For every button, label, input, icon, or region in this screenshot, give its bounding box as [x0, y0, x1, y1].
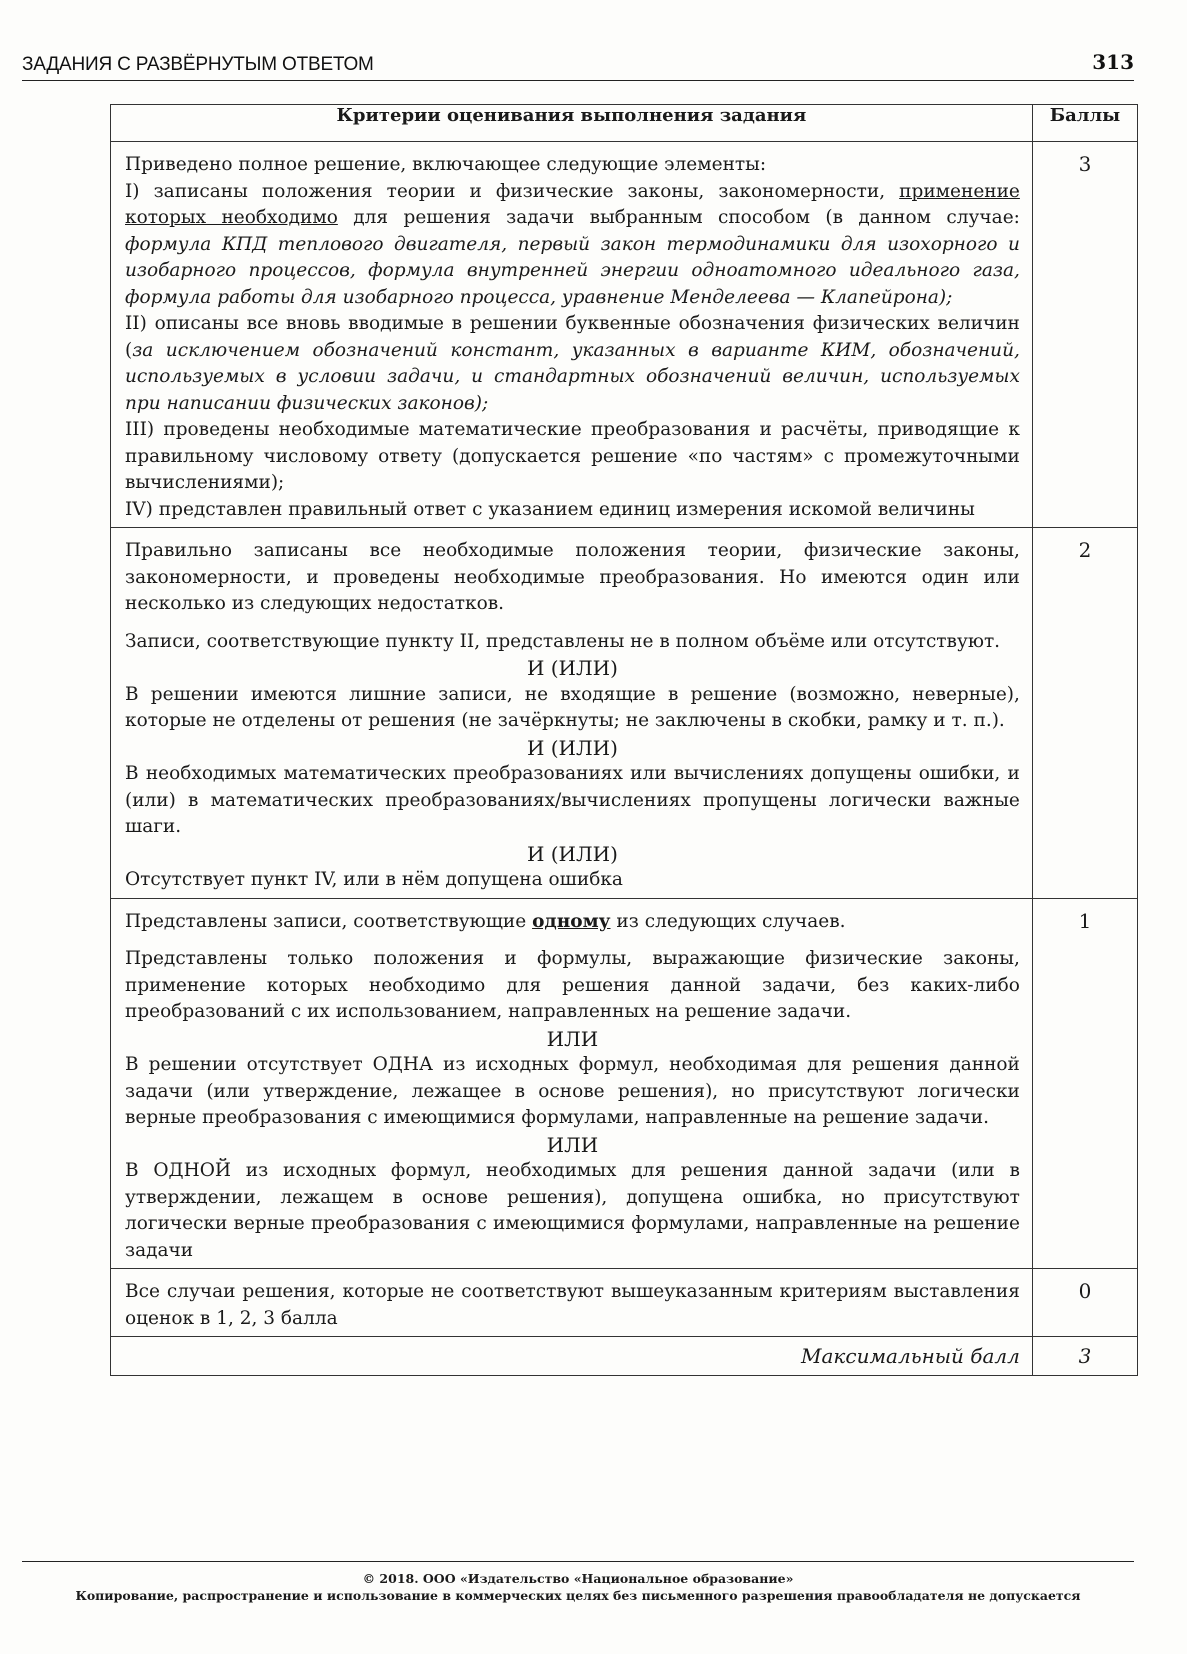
- row1-separator: ИЛИ: [546, 1132, 599, 1157]
- page-number: 313: [1092, 50, 1134, 74]
- points-cell-2: 2: [1032, 528, 1137, 899]
- max-score-row: [111, 1337, 1138, 1376]
- criteria-cell-2: [111, 528, 1033, 899]
- row2-intro: Правильно записаны все необходимые положения теории, физические законы, закономерности, и проведены необходимые преобразования. Но имеются один или несколько из следующих недостатков.: [125, 540, 1020, 614]
- table-row-1: [111, 898, 1138, 1269]
- row3-item-3: III) проведены необходимые математические преобразования и расчёты, приводящие к правильному числовому ответу (допускается решение «по частям» с промежуточными вычислениями);: [125, 419, 1020, 493]
- table-row-0: [111, 1269, 1138, 1337]
- row3-item-1: I) записаны положения теории и физические законы, закономерности, применение которых необходимо для решения задачи выбранным способом (в данном случае: формула КПД теплового двигателя, первый закон термодинамики для изохорного и изобарного процессов, формула внутренней энергии одноатомного идеального газа, формула работы для изобарного процесса, уравнение Менделеева — Клапейрона);: [125, 180, 1020, 308]
- row2-case-3: В необходимых математических преобразованиях или вычислениях допущены ошибки, и (или) в математических преобразованиях/вычислениях пропущены логически важные шаги.: [125, 763, 1020, 837]
- row2-separator: И (ИЛИ): [526, 841, 618, 866]
- points-column-header: Баллы: [1032, 105, 1137, 142]
- row1-case-1: Представлены только положения и формулы, выражающие физические законы, применение которых необходимо для решения данной задачи, без каких-либо преобразований с их использованием, направленных на решение задачи.: [125, 948, 1020, 1022]
- running-title: ЗАДАНИЯ С РАЗВЁРНУТЫМ ОТВЕТОМ: [22, 54, 374, 75]
- row1-intro: Представлены записи, соответствующие одному из следующих случаев.: [125, 910, 846, 932]
- criteria-table: [110, 104, 1138, 1376]
- row2-case-4: Отсутствует пункт IV, или в нём допущена ошибка: [125, 869, 623, 890]
- row2-separator: И (ИЛИ): [526, 656, 618, 680]
- rights-notice: Копирование, распространение и использование в коммерческих целях без письменного разрешения правообладателя не допускается: [75, 1588, 1081, 1603]
- row2-separator: И (ИЛИ): [526, 735, 618, 760]
- max-score-value: 3: [1032, 1337, 1137, 1376]
- criteria-cell-0: [111, 1269, 1033, 1337]
- criteria-cell-3: [111, 142, 1033, 528]
- criteria-column-header: Критерии оценивания выполнения задания: [111, 105, 1033, 142]
- max-score-label: Максимальный балл: [111, 1337, 1033, 1376]
- row0-text: Все случаи решения, которые не соответствуют вышеуказанным критериям выставления оценок в 1, 2, 3 балла: [125, 1281, 1020, 1329]
- page-footer: [22, 1561, 1134, 1604]
- row3-intro: Приведено полное решение, включающее следующие элементы:: [125, 154, 767, 175]
- page-header: [22, 50, 1134, 81]
- row2-case-1: Записи, соответствующие пункту II, представлены не в полном объёме или отсутствуют.: [125, 630, 1001, 652]
- row1-case-2: В решении отсутствует ОДНА из исходных формул, необходимая для решения данной задачи (или утверждение, лежащее в основе решения), но присутствуют логически верные преобразования с имеющимися формулами, направленные на решение задачи.: [125, 1054, 1020, 1128]
- table-row-2: [111, 528, 1138, 899]
- copyright-line: © 2018. ООО «Издательство «Национальное образование»: [362, 1571, 794, 1586]
- row2-case-2: В решении имеются лишние записи, не входящие в решение (возможно, неверные), которые не отделены от решения (не зачёркнуты; не заключены в скобки, рамку и т. п.).: [125, 683, 1020, 731]
- points-cell-1: 1: [1032, 898, 1137, 1269]
- criteria-cell-1: [111, 898, 1033, 1269]
- points-cell-0: 0: [1032, 1269, 1137, 1337]
- table-row-3: [111, 142, 1138, 528]
- points-cell-3: 3: [1032, 142, 1137, 528]
- row1-case-3: В ОДНОЙ из исходных формул, необходимых для решения данной задачи (или в утверждении, лежащем в основе решения), допущена ошибка, но присутствуют логически верные преобразования с имеющимися формулами, направленные на решение задачи: [125, 1160, 1020, 1261]
- table-header-row: [111, 105, 1138, 142]
- row3-item-4: IV) представлен правильный ответ с указанием единиц измерения искомой величины: [125, 498, 975, 520]
- row3-item-2: II) описаны все вновь вводимые в решении буквенные обозначения физических величин (за исключением обозначений констант, указанных в варианте КИМ, обозначений, используемых в условии задачи, и стандартных обозначений величин, используемых при написании физических законов);: [125, 313, 1020, 414]
- row1-separator: ИЛИ: [546, 1026, 599, 1051]
